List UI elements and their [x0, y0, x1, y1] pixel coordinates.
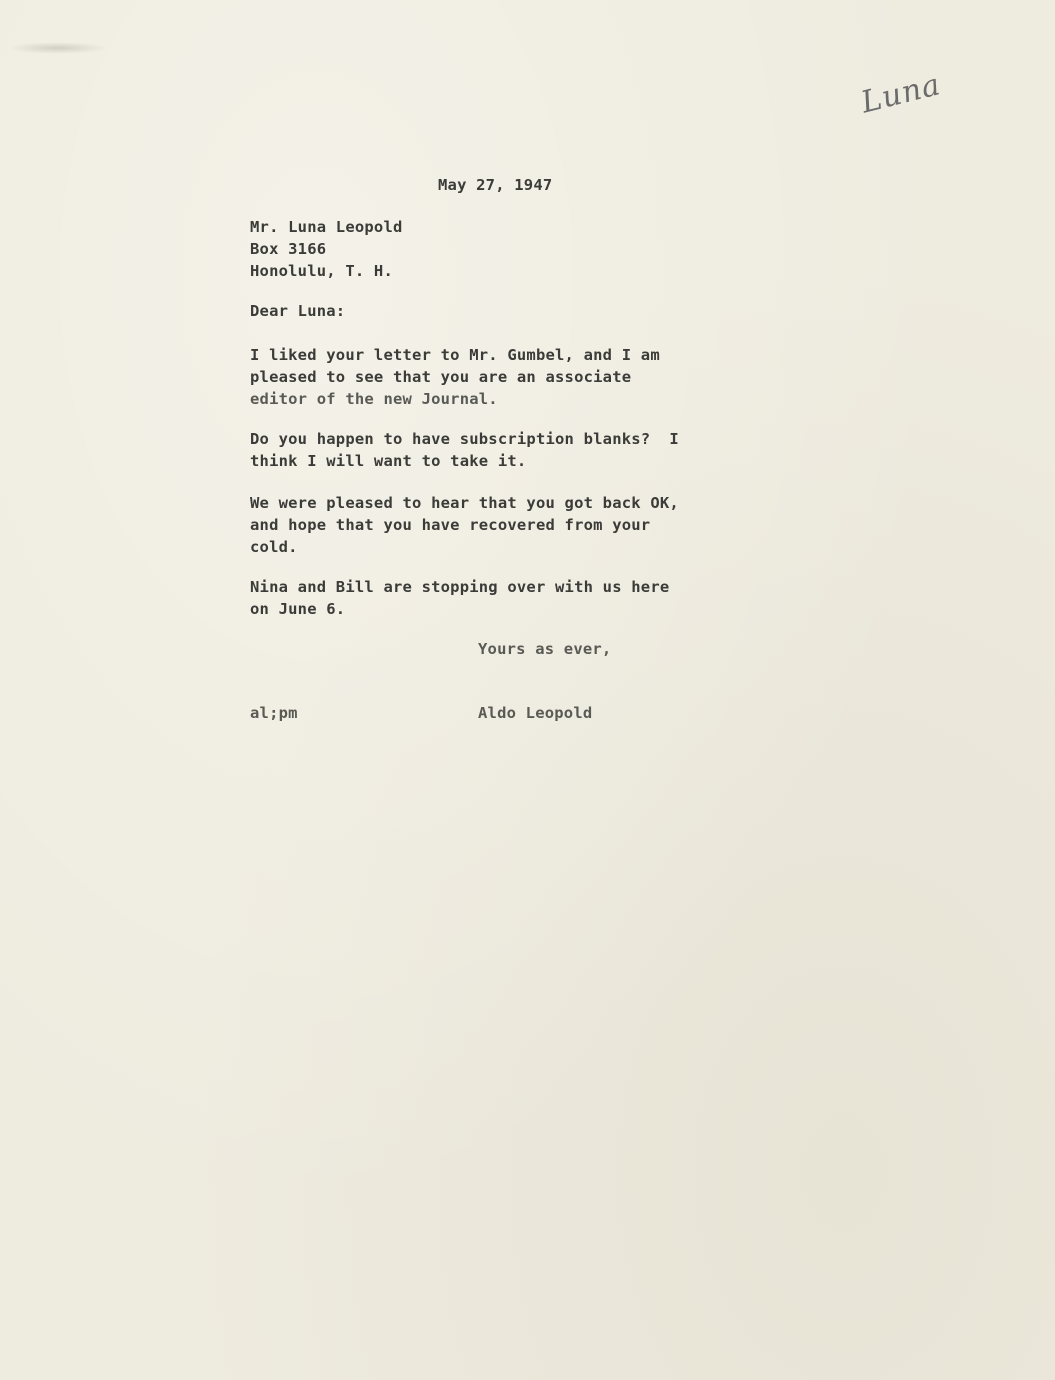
salutation: Dear Luna:	[250, 302, 346, 320]
recipient-city: Honolulu, T. H.	[250, 262, 393, 280]
closing: Yours as ever,	[478, 640, 612, 658]
paragraph-line: editor of the new Journal.	[250, 390, 498, 408]
paragraph-3	[250, 492, 679, 558]
paragraph-2	[250, 428, 679, 472]
typist-initials: al;pm	[250, 704, 298, 722]
paragraph-line: Nina and Bill are stopping over with us here	[250, 578, 670, 596]
paragraph-line: I liked your letter to Mr. Gumbel, and I am	[250, 346, 660, 364]
handwritten-annotation: Luna	[857, 67, 945, 121]
paragraph-line: on June 6.	[250, 600, 346, 618]
paragraph-line: Do you happen to have subscription blanks? I	[250, 430, 679, 448]
letter-date: May 27, 1947	[438, 176, 553, 194]
recipient-name: Mr. Luna Leopold	[250, 218, 403, 236]
paragraph-line: pleased to see that you are an associate	[250, 368, 632, 386]
paper-smudge	[8, 42, 108, 54]
paragraph-line: think I will want to take it.	[250, 452, 527, 470]
paragraph-line: and hope that you have recovered from your	[250, 516, 651, 534]
signature-name: Aldo Leopold	[478, 704, 593, 722]
paragraph-line: We were pleased to hear that you got back OK,	[250, 494, 679, 512]
paragraph-1	[250, 344, 660, 410]
paragraph-4	[250, 576, 669, 620]
paragraph-line: cold.	[250, 538, 298, 556]
recipient-box: Box 3166	[250, 240, 327, 258]
